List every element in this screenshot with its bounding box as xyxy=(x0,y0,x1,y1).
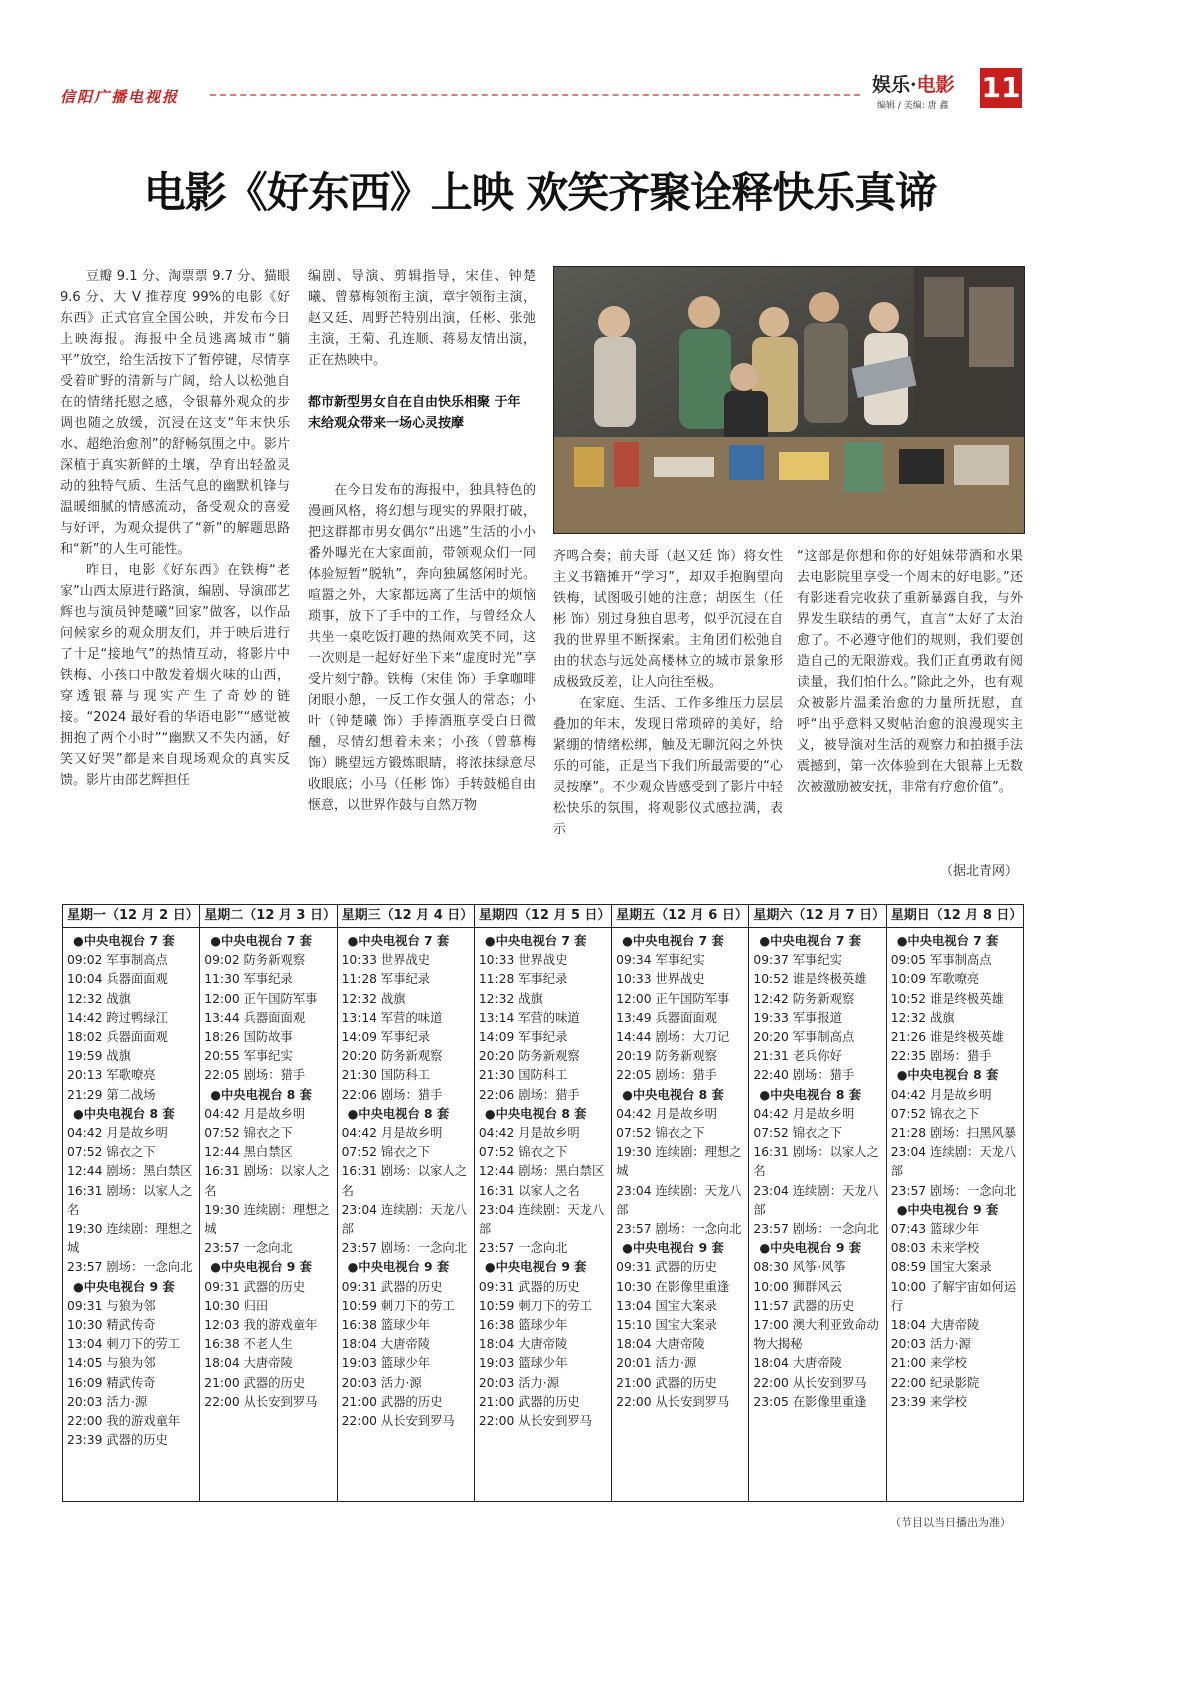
program-listing: 12:32 战旗 xyxy=(478,991,543,1006)
page-number: 11 xyxy=(980,68,1022,108)
program-listing: 04:42 月是故乡明 xyxy=(204,1106,306,1121)
schedule-day-body xyxy=(612,928,748,1412)
program-listing: 08:30 风筝·风筝 xyxy=(753,1260,846,1275)
schedule-day-header: 星期三（12 月 4 日） xyxy=(338,905,474,928)
program-listing: 22:00 纪录影院 xyxy=(890,1375,980,1390)
program-listing: 07:52 锦衣之下 xyxy=(616,1126,705,1141)
schedule-day-column xyxy=(887,905,1023,1501)
program-listing: 21:30 国防科工 xyxy=(478,1068,568,1083)
program-listing: 16:31 剧场：以家人之名 xyxy=(204,1164,330,1198)
channel-heading: ●中央电视台 7 套 xyxy=(73,934,175,948)
program-listing: 23:04 连续剧：天龙八部 xyxy=(341,1202,467,1237)
program-listing: 04:42 月是故乡明 xyxy=(341,1126,443,1141)
schedule-day-column xyxy=(475,905,612,1501)
schedule-day-body xyxy=(887,928,1023,1412)
program-listing: 20:13 军歌嘹亮 xyxy=(67,1068,156,1083)
paragraph: “这部是你想和你的好姐妹带酒和水果去电影院里享受一个周末的好电影。”还有影迷看完收获了重新暴露自我，与外界发生联结的勇气，直言“太好了太治愈了。不必遵守他们的规则，我们要创造自己的无限游戏。我们正直勇敢有阅读量，我们怕什么。”除此之外，也有观众被影片温柔治愈的力量所抚慰，直呼“出乎意料又熨帖治愈的浪漫现实主义，被导演对生活的观察力和拍摄手法震撼到，第一次体验到在大银幕上无数次被激励被安抚，非常有疗愈价值”。 xyxy=(797,549,1023,795)
program-listing: 10:52 谁是终极英雄 xyxy=(890,991,1004,1006)
article-column-2-bottom xyxy=(308,480,536,816)
program-listing: 18:02 兵器面面观 xyxy=(67,1030,168,1045)
program-listing: 23:39 武器的历史 xyxy=(67,1433,168,1448)
program-listing: 18:04 大唐帝陵 xyxy=(753,1356,842,1371)
program-listing: 09:31 武器的历史 xyxy=(341,1279,443,1294)
article-column-2-top xyxy=(308,266,536,371)
schedule-day-body xyxy=(63,928,199,1450)
program-listing: 07:52 锦衣之下 xyxy=(341,1145,431,1160)
program-listing: 21:29 第二战场 xyxy=(67,1087,156,1102)
channel-heading: ●中央电视台 8 套 xyxy=(210,1087,312,1102)
program-listing: 22:00 我的游戏童年 xyxy=(67,1414,181,1429)
program-listing: 21:00 来学校 xyxy=(890,1356,967,1371)
program-listing: 18:04 大唐帝陵 xyxy=(478,1337,568,1352)
paragraph: 编剧、导演、剪辑指导，宋佳、钟楚曦、曾慕梅领衔主演，章宇领衔主演，赵又廷、周野芒特别出演，任彬、张弛主演，王菊、孔连顺、蒋易友情出演，正在热映中。 xyxy=(308,269,536,368)
program-listing: 22:00 从长安到罗马 xyxy=(341,1414,455,1429)
channel-heading: ●中央电视台 9 套 xyxy=(622,1241,724,1256)
program-listing: 19:03 篮球少年 xyxy=(478,1356,568,1371)
schedule-day-body xyxy=(749,928,885,1412)
program-listing: 10:52 谁是终极英雄 xyxy=(753,972,867,987)
program-listing: 13:04 国宝大案录 xyxy=(616,1298,717,1313)
program-listing: 16:38 篮球少年 xyxy=(341,1318,431,1333)
program-listing: 10:00 狮群风云 xyxy=(753,1279,842,1294)
article-column-3 xyxy=(553,546,783,840)
channel-heading: ●中央电视台 9 套 xyxy=(210,1260,312,1275)
program-listing: 10:30 精武传奇 xyxy=(67,1318,156,1333)
channel-heading: ●中央电视台 7 套 xyxy=(210,934,312,948)
program-listing: 22:00 从长安到罗马 xyxy=(616,1394,730,1409)
program-listing: 14:05 与狼为邻 xyxy=(67,1356,156,1371)
program-listing: 20:20 军事制高点 xyxy=(753,1030,855,1045)
program-listing: 07:52 锦衣之下 xyxy=(753,1126,842,1141)
program-listing: 09:31 武器的历史 xyxy=(616,1260,717,1275)
schedule-day-column xyxy=(200,905,337,1501)
program-listing: 09:05 军事制高点 xyxy=(890,953,992,968)
schedule-day-column xyxy=(612,905,749,1501)
schedule-note: （节目以当日播出为准） xyxy=(890,1516,1011,1529)
program-listing: 08:59 国宝大案录 xyxy=(890,1260,992,1275)
program-listing: 16:38 不老人生 xyxy=(204,1337,293,1352)
program-listing: 19:30 连续剧：理想之城 xyxy=(204,1202,330,1237)
channel-heading: ●中央电视台 8 套 xyxy=(896,1068,999,1083)
program-listing: 21:31 老兵你好 xyxy=(753,1049,842,1064)
channel-heading: ●中央电视台 8 套 xyxy=(759,1087,862,1102)
program-listing: 20:20 防务新观察 xyxy=(478,1049,580,1064)
program-listing: 07:52 锦衣之下 xyxy=(478,1145,568,1160)
program-listing: 12:42 防务新观察 xyxy=(753,991,855,1006)
program-listing: 22:00 从长安到罗马 xyxy=(204,1394,318,1409)
schedule-day-body xyxy=(200,928,336,1412)
program-listing: 21:00 武器的历史 xyxy=(478,1394,580,1409)
schedule-day-column xyxy=(749,905,886,1501)
program-listing: 13:44 兵器面面观 xyxy=(204,1010,306,1025)
program-listing: 23:04 连续剧：天龙八部 xyxy=(753,1183,879,1217)
program-listing: 18:04 大唐帝陵 xyxy=(616,1337,705,1352)
program-listing: 10:09 军歌嘹亮 xyxy=(890,972,980,987)
program-listing: 12:00 正午国防军事 xyxy=(616,991,730,1006)
program-listing: 13:14 军营的味道 xyxy=(478,1010,580,1025)
program-listing: 07:52 锦衣之下 xyxy=(890,1106,980,1121)
program-listing: 12:44 剧场：黑白禁区 xyxy=(67,1164,193,1179)
program-listing: 23:39 来学校 xyxy=(890,1394,967,1409)
program-listing: 10:00 了解宇宙如何运行 xyxy=(890,1279,1017,1313)
schedule-day-column xyxy=(338,905,475,1501)
program-listing: 23:04 连续剧：天龙八部 xyxy=(478,1202,605,1237)
editor-credit: 编辑 / 美编: 唐 鑫 xyxy=(877,101,949,111)
program-listing: 11:57 武器的历史 xyxy=(753,1298,855,1313)
channel-heading: ●中央电视台 9 套 xyxy=(347,1260,450,1275)
program-listing: 22:05 剧场：猎手 xyxy=(616,1068,717,1083)
program-listing: 08:03 未来学校 xyxy=(890,1241,980,1256)
program-listing: 07:52 锦衣之下 xyxy=(67,1145,156,1160)
program-listing: 14:44 剧场：大刀记 xyxy=(616,1030,730,1045)
section-title xyxy=(872,70,955,97)
program-listing: 23:05 在影像里重逢 xyxy=(753,1394,867,1409)
program-listing: 21:26 谁是终极英雄 xyxy=(890,1030,1004,1045)
program-listing: 23:57 剧场：一念向北 xyxy=(616,1222,742,1237)
program-listing: 20:01 活力·源 xyxy=(616,1356,697,1371)
program-listing: 22:06 剧场：猎手 xyxy=(341,1087,443,1102)
program-listing: 23:57 一念向北 xyxy=(478,1241,568,1256)
program-listing: 10:33 世界战史 xyxy=(616,972,705,987)
schedule-day-column xyxy=(63,905,200,1501)
program-listing: 13:04 刺刀下的劳工 xyxy=(67,1337,181,1352)
program-listing: 16:31 剧场：以家人之名 xyxy=(67,1183,193,1217)
program-listing: 20:03 活力·源 xyxy=(890,1337,971,1352)
section-label-entertainment: 娱乐· xyxy=(872,74,917,96)
program-listing: 19:33 军事报道 xyxy=(753,1010,842,1025)
program-listing: 11:28 军事纪录 xyxy=(341,972,431,987)
masthead: 信阳广播电视报 xyxy=(60,88,180,106)
program-listing: 04:42 月是故乡明 xyxy=(753,1106,855,1121)
program-listing: 14:42 跨过鸭绿江 xyxy=(67,1010,168,1025)
program-listing: 23:04 连续剧：天龙八部 xyxy=(616,1183,742,1217)
schedule-day-header: 星期二（12 月 3 日） xyxy=(200,905,336,928)
movie-still-illustration xyxy=(554,267,1024,533)
schedule-day-header: 星期六（12 月 7 日） xyxy=(749,905,885,928)
program-listing: 23:04 连续剧：天龙八部 xyxy=(890,1145,1017,1179)
program-listing: 18:04 大唐帝陵 xyxy=(341,1337,431,1352)
program-listing: 23:57 剧场：一念向北 xyxy=(890,1183,1017,1198)
section-label-film: 电影 xyxy=(916,74,955,96)
schedule-day-body xyxy=(338,928,474,1431)
program-listing: 07:52 锦衣之下 xyxy=(204,1126,293,1141)
program-listing: 12:03 我的游戏童年 xyxy=(204,1318,318,1333)
program-listing: 21:00 武器的历史 xyxy=(616,1375,717,1390)
program-listing: 04:42 月是故乡明 xyxy=(890,1087,992,1102)
program-listing: 12:00 正午国防军事 xyxy=(204,991,318,1006)
program-listing: 15:10 国宝大案录 xyxy=(616,1318,717,1333)
program-listing: 09:37 军事纪实 xyxy=(753,953,842,968)
program-listing: 20:03 活力·源 xyxy=(67,1394,148,1409)
program-listing: 21:30 国防科工 xyxy=(341,1068,431,1083)
program-listing: 17:00 澳大利亚致命动物大揭秘 xyxy=(753,1318,879,1352)
program-listing: 23:57 剧场：一念向北 xyxy=(67,1260,193,1275)
schedule-day-body xyxy=(475,928,611,1431)
program-listing: 22:35 剧场：猎手 xyxy=(890,1049,992,1064)
program-listing: 11:30 军事纪录 xyxy=(204,972,293,987)
channel-heading: ●中央电视台 7 套 xyxy=(347,934,450,948)
program-listing: 13:49 兵器面面观 xyxy=(616,1010,717,1025)
paragraph: 在今日发布的海报中，独具特色的漫画风格，将幻想与现实的界限打破，把这群都市男女偶尔“出逃”生活的小小番外曝光在大家面前，带领观众们一同体验短暂“脱轨”，奔向独属悠闲时光。喧嚣之外，大家都远离了生活中的烦恼琐事，放下了手中的工作，与曾经众人共坐一桌吃饭打趣的热闹欢笑不同，这一次则是一起好好坐下来“虚度时光”享受片刻宁静。铁梅（宋佳 饰）手拿咖啡闭眼小憩，一反工作女强人的常态；小叶（钟楚曦 饰）手捧酒瓶享受白日微醺，尽情幻想着未来；小孩（曾慕梅 饰）眺望远方锻炼眼睛，将浓抹绿意尽收眼底；小马（任彬 饰）手转鼓槌自由惬意，以世界作鼓与自然万物 xyxy=(308,483,536,813)
program-listing: 22:40 剧场：猎手 xyxy=(753,1068,855,1083)
article-column-1 xyxy=(60,266,290,791)
program-listing: 23:57 剧场：一念向北 xyxy=(753,1222,879,1237)
program-listing: 23:57 剧场：一念向北 xyxy=(341,1241,467,1256)
program-listing: 16:31 剧场：以家人之名 xyxy=(341,1164,467,1198)
paragraph: 齐鸣合奏；前夫哥（赵又廷 饰）将女性主义书籍摊开“学习”，却双手抱胸望向铁梅，试图吸引她的注意；胡医生（任彬 饰）别过身独自思考，似乎沉浸在自我的世界里不断探索。主角团们松弛自由的状态与远处高楼林立的城市景象形成极致反差，让人向往至极。 xyxy=(553,549,783,690)
channel-heading: ●中央电视台 9 套 xyxy=(484,1260,587,1275)
channel-heading: ●中央电视台 7 套 xyxy=(484,934,587,948)
program-listing: 04:42 月是故乡明 xyxy=(67,1126,168,1141)
program-listing: 12:32 战旗 xyxy=(890,1010,955,1025)
program-listing: 19:30 连续剧：理想之城 xyxy=(67,1222,193,1256)
program-listing: 09:31 武器的历史 xyxy=(204,1279,306,1294)
program-listing: 09:31 武器的历史 xyxy=(478,1279,580,1294)
program-listing: 23:57 一念向北 xyxy=(204,1241,293,1256)
tv-schedule-table xyxy=(62,904,1024,1502)
program-listing: 10:59 刺刀下的劳工 xyxy=(341,1298,455,1313)
channel-heading: ●中央电视台 8 套 xyxy=(347,1106,450,1121)
program-listing: 19:30 连续剧：理想之城 xyxy=(616,1145,742,1179)
program-listing: 09:02 军事制高点 xyxy=(67,953,168,968)
program-listing: 04:42 月是故乡明 xyxy=(478,1126,580,1141)
program-listing: 09:31 与狼为邻 xyxy=(67,1298,156,1313)
program-listing: 12:32 战旗 xyxy=(341,991,406,1006)
channel-heading: ●中央电视台 9 套 xyxy=(759,1241,862,1256)
program-listing: 04:42 月是故乡明 xyxy=(616,1106,717,1121)
schedule-day-header: 星期五（12 月 6 日） xyxy=(612,905,748,928)
program-listing: 12:44 黑白禁区 xyxy=(204,1145,293,1160)
program-listing: 16:09 精武传奇 xyxy=(67,1375,156,1390)
program-listing: 18:04 大唐帝陵 xyxy=(204,1356,293,1371)
schedule-day-header: 星期四（12 月 5 日） xyxy=(475,905,611,928)
program-listing: 11:28 军事纪录 xyxy=(478,972,568,987)
schedule-day-header: 星期日（12 月 8 日） xyxy=(887,905,1023,928)
channel-heading: ●中央电视台 9 套 xyxy=(896,1202,999,1217)
program-listing: 21:00 武器的历史 xyxy=(204,1375,306,1390)
program-listing: 21:28 剧场：扫黑风暴 xyxy=(890,1126,1017,1141)
program-listing: 12:44 剧场：黑白禁区 xyxy=(478,1164,605,1179)
program-listing: 21:00 武器的历史 xyxy=(341,1394,443,1409)
channel-heading: ●中央电视台 7 套 xyxy=(896,934,999,948)
program-listing: 09:34 军事纪实 xyxy=(616,953,705,968)
channel-heading: ●中央电视台 8 套 xyxy=(622,1087,724,1102)
program-listing: 10:33 世界战史 xyxy=(478,953,568,968)
program-listing: 22:06 剧场：猎手 xyxy=(478,1087,580,1102)
channel-heading: ●中央电视台 7 套 xyxy=(759,934,862,948)
program-listing: 16:31 剧场：以家人之名 xyxy=(753,1145,879,1179)
program-listing: 13:14 军营的味道 xyxy=(341,1010,443,1025)
program-listing: 19:03 篮球少年 xyxy=(341,1356,431,1371)
program-listing: 10:04 兵器面面观 xyxy=(67,972,168,987)
program-listing: 10:33 世界战史 xyxy=(341,953,431,968)
program-listing: 10:30 在影像里重逢 xyxy=(616,1279,730,1294)
article-column-4 xyxy=(797,546,1023,798)
program-listing: 22:00 从长安到罗马 xyxy=(478,1414,592,1429)
program-listing: 22:05 剧场：猎手 xyxy=(204,1068,306,1083)
program-listing: 07:43 篮球少年 xyxy=(890,1222,980,1237)
program-listing: 20:20 防务新观察 xyxy=(341,1049,443,1064)
article-subhead: 都市新型男女自在自由快乐相聚 于年末给观众带来一场心灵按摩 xyxy=(308,395,521,431)
channel-heading: ●中央电视台 7 套 xyxy=(622,934,724,948)
paragraph: 昨日，电影《好东西》在铁梅“老家”山西太原进行路演，编剧、导演邵艺辉也与演员钟楚曦“回家”做客，以作品问候家乡的观众朋友们，并于映后进行了十足“接地气”的热情互动，将影片中铁梅、小孩口中散发着烟火味的山西，穿透银幕与现实产生了奇妙的链接。“2024 最好看的华语电影”“感觉被拥抱了两个小时”“幽默又不失内涵，好笑又好哭”都是来自现场观众的真实反馈。影片由邵艺辉担任 xyxy=(60,563,290,788)
channel-heading: ●中央电视台 8 套 xyxy=(73,1106,175,1121)
schedule-day-header: 星期一（12 月 2 日） xyxy=(63,905,199,928)
program-listing: 19:59 战旗 xyxy=(67,1049,131,1064)
movie-still-photo xyxy=(553,266,1025,534)
program-listing: 09:02 防务新观察 xyxy=(204,953,306,968)
program-listing: 12:32 战旗 xyxy=(67,991,131,1006)
program-listing: 20:19 防务新观察 xyxy=(616,1049,717,1064)
article-source: （据北青网） xyxy=(940,864,1019,879)
paragraph: 在家庭、生活、工作多维压力层层叠加的年末，发现日常琐碎的美好，给紧绷的情绪松绑，触及无聊沉闷之外快乐的可能，正是当下我们所最需要的“心灵按摩”。不少观众皆感受到了影片中轻松快乐的氛围，将观影仪式感拉满，表示 xyxy=(553,696,783,837)
program-listing: 20:55 军事纪实 xyxy=(204,1049,293,1064)
program-listing: 18:04 大唐帝陵 xyxy=(890,1318,980,1333)
program-listing: 20:03 活力·源 xyxy=(478,1375,559,1390)
program-listing: 10:59 刺刀下的劳工 xyxy=(478,1298,592,1313)
page-title: 电影《好东西》上映 欢笑齐聚诠释快乐真谛 xyxy=(143,168,937,217)
program-listing: 18:26 国防故事 xyxy=(204,1030,293,1045)
channel-heading: ●中央电视台 8 套 xyxy=(484,1106,587,1121)
header-rule xyxy=(210,94,860,96)
program-listing: 14:09 军事纪录 xyxy=(478,1030,568,1045)
program-listing: 10:30 归田 xyxy=(204,1298,269,1313)
channel-heading: ●中央电视台 9 套 xyxy=(73,1279,175,1294)
program-listing: 16:31 以家人之名 xyxy=(478,1183,580,1198)
program-listing: 16:38 篮球少年 xyxy=(478,1318,568,1333)
paragraph: 豆瓣 9.1 分、淘票票 9.7 分、猫眼 9.6 分、大 V 推荐度 99%的电影《好东西》正式官宣全国公映，并发布今日上映海报。海报中全员逃离城市“躺平”放空，给生活按下了暂停键，尽情享受着旷野的清新与广阔，给人以松弛自在的情绪托慰之感，令银幕外观众的步调也随之放缓，沉浸在这支“年末快乐水、超绝治愈剂”的舒畅氛围之中。影片深植于真实新鲜的土壤，孕育出轻盈灵动的独特气质、生活气息的幽默机锋与温暖细腻的情感流动，备受观众的喜爱与好评，为观众提供了“新”的解题思路和“新”的人生可能性。 xyxy=(60,269,290,557)
program-listing: 14:09 军事纪录 xyxy=(341,1030,431,1045)
program-listing: 22:00 从长安到罗马 xyxy=(753,1375,867,1390)
program-listing: 20:03 活力·源 xyxy=(341,1375,422,1390)
